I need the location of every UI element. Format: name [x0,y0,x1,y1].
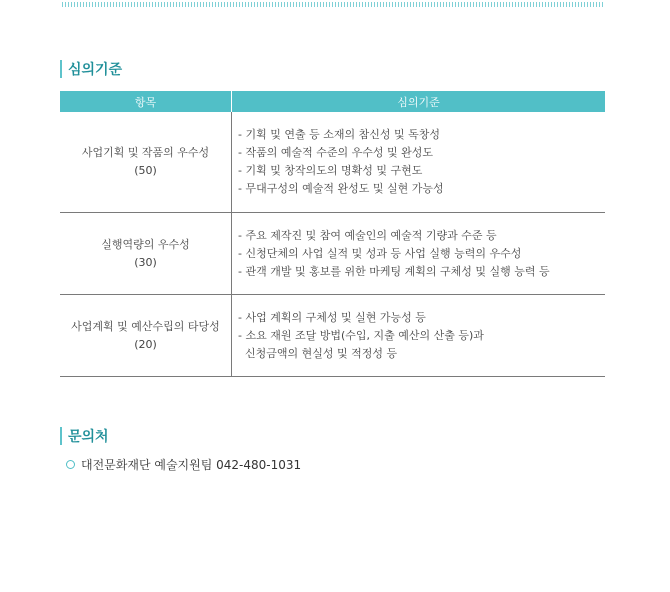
table-row [60,295,605,377]
row-item-label: 사업기획 및 작품의 우수성 [81,146,210,159]
row-item-label: 실행역량의 우수성 [101,237,190,251]
table-header-row [60,91,605,112]
section-title-criteria [60,60,122,78]
section-title-criteria-text: 심의기준 [68,62,123,78]
criteria-line: - 소요 재원 조달 방법(수입, 지출 예산의 산출 등)과 [238,328,484,342]
row-item-score: (20) [134,337,157,351]
criteria-line: - 작품의 예술적 수준의 우수성 및 완성도 [238,146,433,159]
row-item-score: (50) [134,164,157,177]
criteria-table [60,91,605,377]
column-header-item: 항목 [60,91,232,112]
contact-line [66,456,301,473]
section-title-contact [60,427,109,445]
criteria-line: - 무대구성의 예술적 완성도 및 실현 가능성 [238,182,444,195]
table-row [60,112,605,213]
row-item-cell [60,112,232,213]
row-item-label: 사업계획 및 예산수립의 타당성 [71,319,220,333]
criteria-line: - 주요 제작진 및 참여 예술인의 예술적 기량과 수준 등 [238,228,497,242]
circle-bullet-icon [66,460,75,469]
criteria-line: - 신청단체의 사업 실적 및 성과 등 사업 실행 능력의 우수성 [238,246,522,260]
top-dotted-rule [62,2,604,7]
criteria-line: 신청금액의 현실성 및 적정성 등 [238,346,398,360]
table-row [60,213,605,295]
criteria-line: - 사업 계획의 구체성 및 실현 가능성 등 [238,310,426,324]
column-header-criteria: 심의기준 [232,91,606,112]
row-item-score: (30) [134,255,157,269]
criteria-line: - 관객 개발 및 홍보를 위한 마케팅 계획의 구체성 및 실행 능력 등 [238,264,550,278]
criteria-line: - 기획 및 연출 등 소재의 참신성 및 독창성 [238,128,440,141]
row-criteria-cell [232,213,606,295]
row-item-cell [60,213,232,295]
contact-text: 대전문화재단 예술지원팀 042-480-1031 [81,458,302,472]
row-criteria-cell [232,112,606,213]
criteria-line: - 기획 및 창작의도의 명확성 및 구현도 [238,164,423,177]
row-item-cell [60,295,232,377]
row-criteria-cell [232,295,606,377]
section-title-contact-text: 문의처 [68,429,109,445]
